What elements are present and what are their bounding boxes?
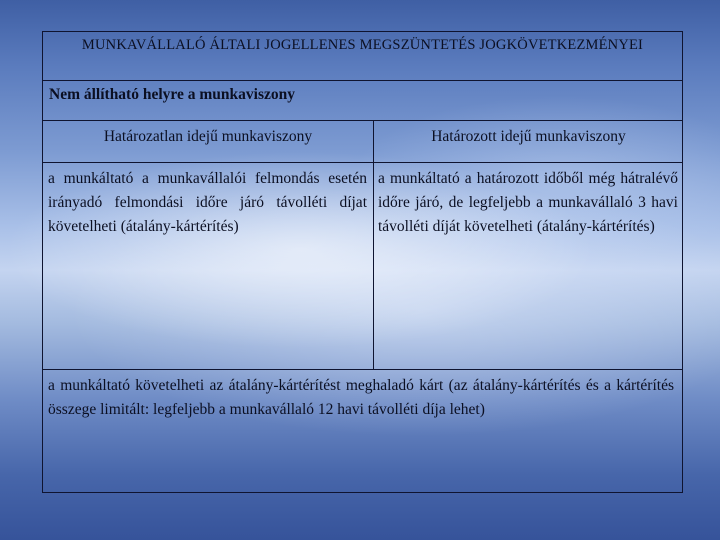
table-title: MUNKAVÁLLALÓ ÁLTALI JOGELLENES MEGSZÜNTETÉS JOGKÖVETKEZMÉNYEI <box>81 37 644 53</box>
column-header-indefinite: Határozatlan idejű munkaviszony <box>103 128 313 145</box>
indefinite-consequence-text: a munkáltató a munkavállalói felmondás esetén irányadó felmondási időre járó távolléti díjat követelheti (átalány-kártérítés) <box>48 170 367 235</box>
column-header-fixed-term: Határozott idejű munkaviszony <box>431 128 626 145</box>
consequences-table <box>42 31 683 493</box>
damages-text: a munkáltató követelheti az átalány-kártérítést meghaladó kárt (az átalány-kártérítés és a kártérítés összege limitált: legfeljebb a munkavállaló 12 havi távolléti díja lehet) <box>48 377 674 418</box>
fixed-term-consequence-text: a munkáltató a határozott időből még hátralévő időre járó, de legfeljebb a munkavállaló 3 havi távolléti díját követelheti (átalány-kártérítés) <box>378 170 678 235</box>
table-subtitle: Nem állítható helyre a munkaviszony <box>49 86 295 103</box>
column-divider <box>373 120 374 369</box>
